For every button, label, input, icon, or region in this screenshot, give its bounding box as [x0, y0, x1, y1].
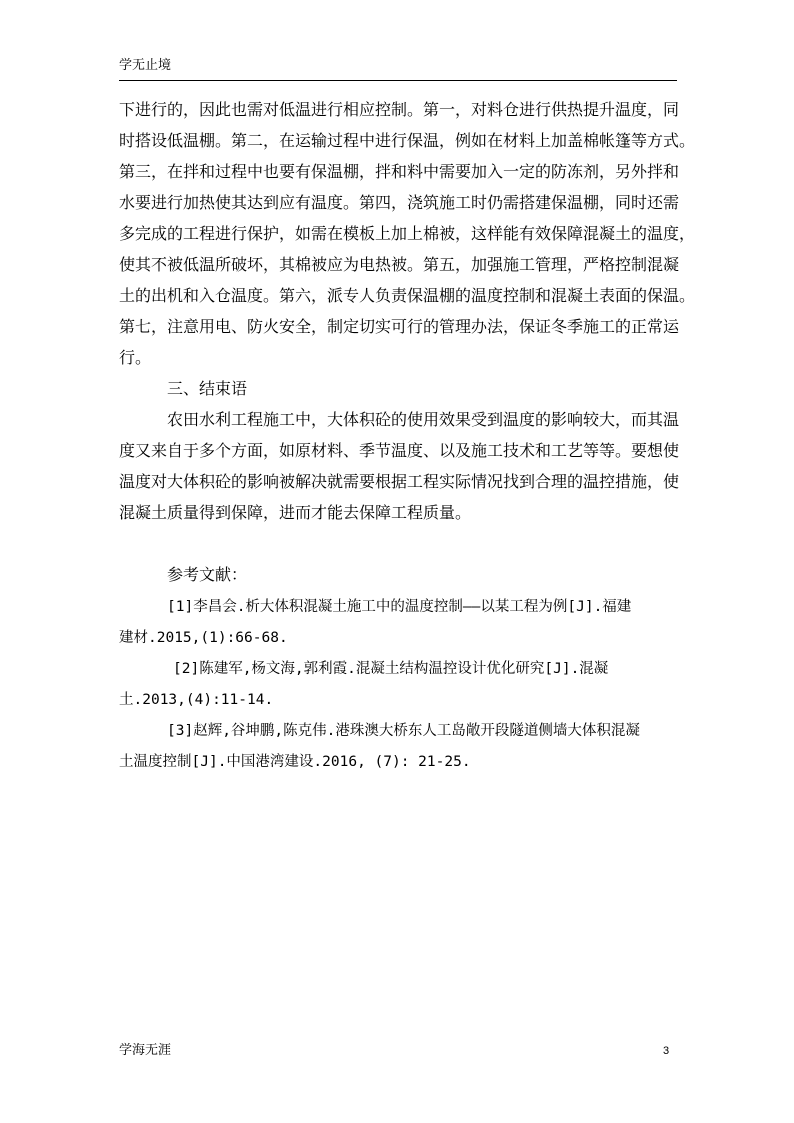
reference-item-continued: 土.2013,(4):11-14.	[119, 692, 274, 708]
paragraph-line: 时搭设低温棚。第二，在运输过程中进行保温，例如在材料上加盖棉帐篷等方式。	[119, 131, 696, 150]
paragraph-line: 使其不被低温所破坏，其棉被应为电热被。第五，加强施工管理，严格控制混凝	[119, 255, 680, 274]
reference-item: [2]陈建军,杨文海,郭利霞.混凝土结构温控设计优化研究[J].混凝	[173, 661, 609, 677]
paragraph-line: 水要进行加热使其达到应有温度。第四，浇筑施工时仍需搭建保温棚，同时还需	[119, 193, 680, 212]
reference-item: [1]李昌会.析大体积混凝土施工中的温度控制——以某工程为例[J].福建	[167, 599, 632, 615]
section-heading: 三、结束语	[167, 379, 248, 398]
paragraph-line: 行。	[119, 348, 152, 367]
paragraph-line: 下进行的，因此也需对低温进行相应控制。第一，对料仓进行供热提升温度，同	[119, 100, 680, 119]
page-footer: 学海无涯	[119, 1043, 172, 1058]
paragraph-line: 土的出机和入仓温度。第六，派专人负责保温棚的温度控制和混凝土表面的保温。	[119, 286, 696, 305]
reference-item-continued: 建材.2015,(1):66-68.	[119, 630, 288, 646]
paragraph-line: 第三，在拌和过程中也要有保温棚，拌和料中需要加入一定的防冻剂，另外拌和	[119, 162, 680, 181]
paragraph-line: 第七，注意用电、防火安全，制定切实可行的管理办法，保证冬季施工的正常运	[119, 317, 680, 336]
references-heading: 参考文献：	[167, 565, 248, 584]
paragraph-line: 多完成的工程进行保护，如需在模板上加上棉被，这样能有效保障混凝土的温度，	[119, 224, 696, 243]
page-number: 3	[663, 1045, 670, 1057]
paragraph-line: 温度对大体积砼的影响被解决就需要根据工程实际情况找到合理的温控措施，使	[119, 472, 680, 491]
paragraph-line: 农田水利工程施工中，大体积砼的使用效果受到温度的影响较大，而其温	[167, 410, 680, 429]
page-header: 学无止境	[119, 58, 172, 73]
paragraph-line: 混凝土质量得到保障，进而才能去保障工程质量。	[119, 503, 472, 522]
header-rule	[119, 80, 677, 81]
reference-item: [3]赵辉,谷坤鹏,陈克伟.港珠澳大桥东人工岛敞开段隧道侧墙大体积混凝	[167, 723, 640, 739]
reference-item-continued: 土温度控制[J].中国港湾建设.2016, (7): 21-25.	[119, 754, 471, 770]
paragraph-line: 度又来自于多个方面，如原材料、季节温度、以及施工技术和工艺等等。要想使	[119, 441, 680, 460]
